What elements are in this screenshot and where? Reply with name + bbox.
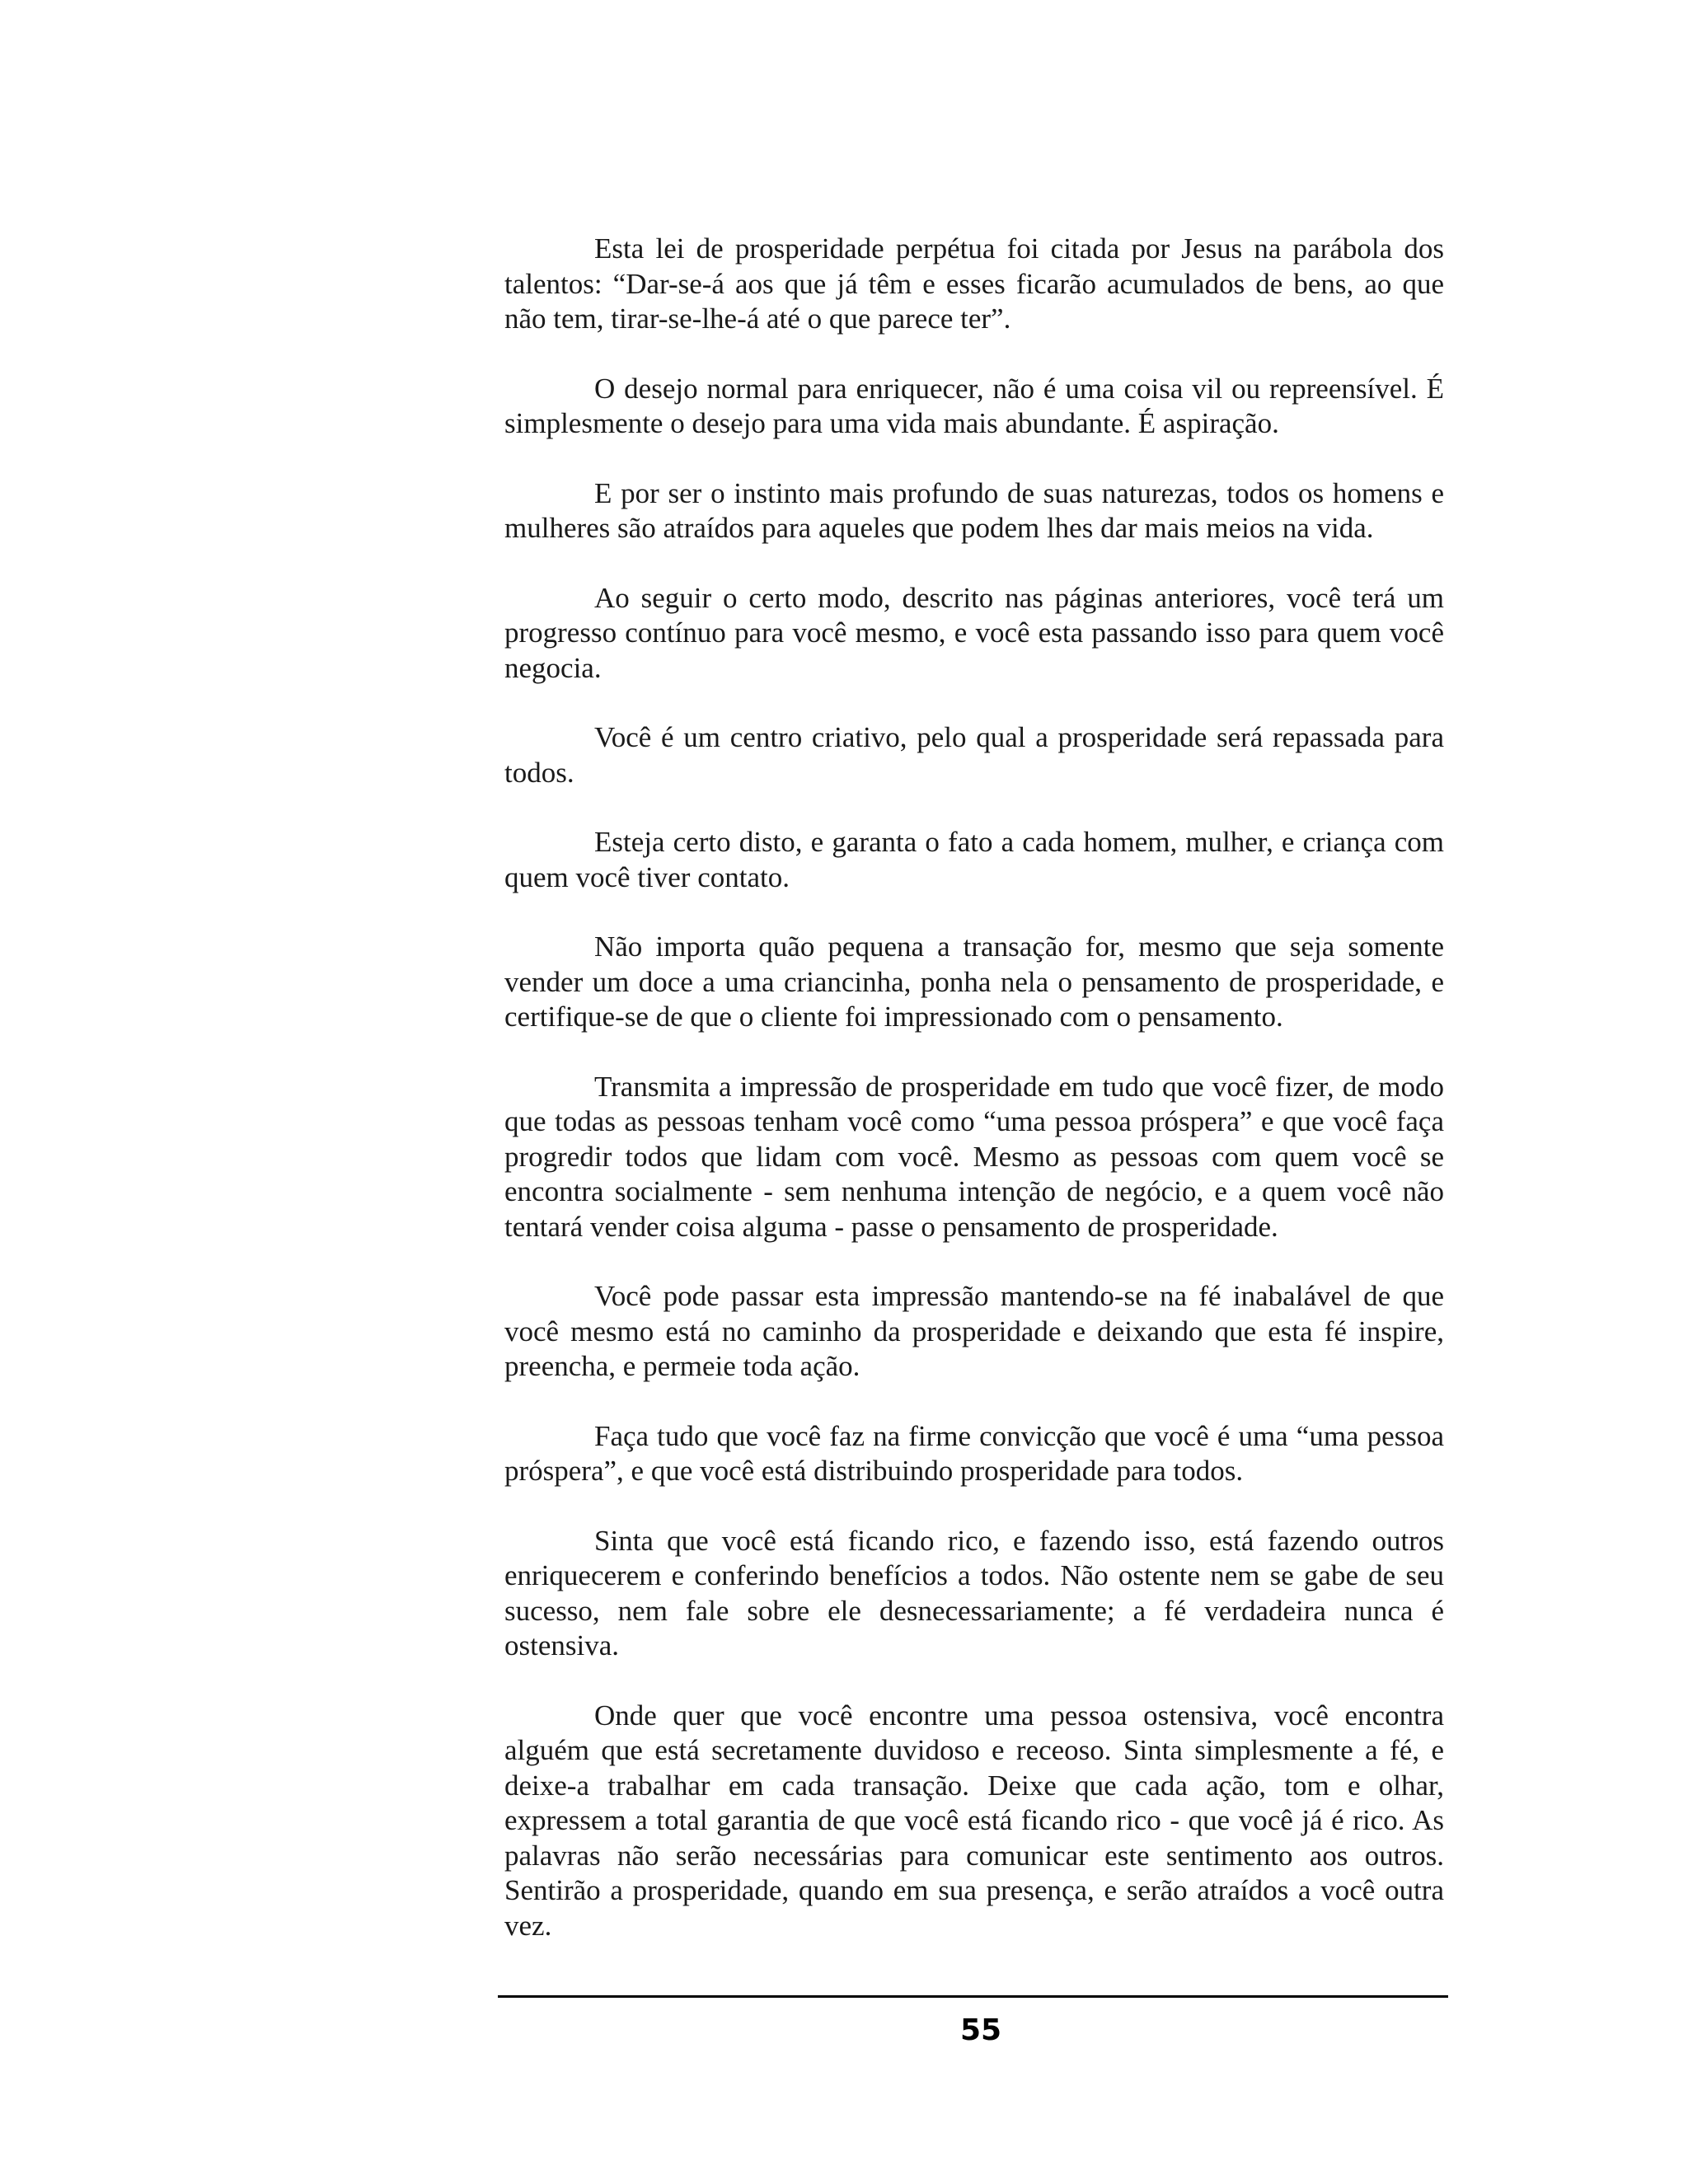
paragraph: O desejo normal para enriquecer, não é uma coisa vil ou repreensível. É simplesmente o desejo para uma vida mais abundante. É aspiração. bbox=[504, 372, 1444, 439]
footer-divider bbox=[498, 1995, 1448, 1998]
paragraph: Faça tudo que você faz na firme convicção que você é uma “uma pessoa próspera”, e que você está distribuindo prosperidade para todos. bbox=[504, 1419, 1444, 1487]
body-text bbox=[504, 232, 1444, 1943]
paragraph: Esteja certo disto, e garanta o fato a cada homem, mulher, e criança com quem você tiver contato. bbox=[504, 826, 1444, 893]
paragraph: Não importa quão pequena a transação for, mesmo que seja somente vender um doce a uma criancinha, ponha nela o pensamento de prosperidade, e certifique-se de que o cliente foi impressionado com o pensamento. bbox=[504, 930, 1444, 1033]
paragraph: Sinta que você está ficando rico, e fazendo isso, está fazendo outros enriquecerem e conferindo benefícios a todos. Não ostente nem se gabe de seu sucesso, nem fale sobre ele desnecessariamente; a fé verdadeira nunca é ostensiva. bbox=[504, 1524, 1444, 1661]
page-number: 55 bbox=[959, 2013, 1002, 2047]
paragraph: Onde quer que você encontre uma pessoa ostensiva, você encontra alguém que está secretamente duvidoso e receoso. Sinta simplesmente a fé, e deixe-a trabalhar em cada transação. Deixe que cada ação, tom e olhar, expressem a total garantia de que você está ficando rico - que você já é rico. As palavras não serão necessárias para comunicar este sentimento aos outros. Sentirão a prosperidade, quando em sua presença, e serão atraídos a você outra vez. bbox=[504, 1699, 1444, 1942]
paragraph: E por ser o instinto mais profundo de suas naturezas, todos os homens e mulheres são atraídos para aqueles que podem lhes dar mais meios na vida. bbox=[504, 476, 1444, 544]
paragraph: Transmita a impressão de prosperidade em tudo que você fizer, de modo que todas as pessoas tenham você como “uma pessoa próspera” e que você faça progredir todos que lidam com você. Mesmo as pessoas com quem você se encontra socialmente - sem nenhuma intenção de negócio, e a quem você não tentará vender coisa alguma - passe o pensamento de prosperidade. bbox=[504, 1070, 1444, 1243]
paragraph: Esta lei de prosperidade perpétua foi citada por Jesus na parábola dos talentos: “Dar-se-á aos que já têm e esses ficarão acumulados de bens, ao que não tem, tirar-se-lhe-á até o que parece ter”. bbox=[504, 232, 1444, 335]
paragraph: Você pode passar esta impressão mantendo-se na fé inabalável de que você mesmo está no caminho da prosperidade e deixando que esta fé inspire, preencha, e permeie toda ação. bbox=[504, 1280, 1444, 1382]
paragraph: Você é um centro criativo, pelo qual a prosperidade será repassada para todos. bbox=[504, 721, 1444, 789]
paragraph: Ao seguir o certo modo, descrito nas páginas anteriores, você terá um progresso contínuo para você mesmo, e você esta passando isso para quem você negocia. bbox=[504, 581, 1444, 684]
